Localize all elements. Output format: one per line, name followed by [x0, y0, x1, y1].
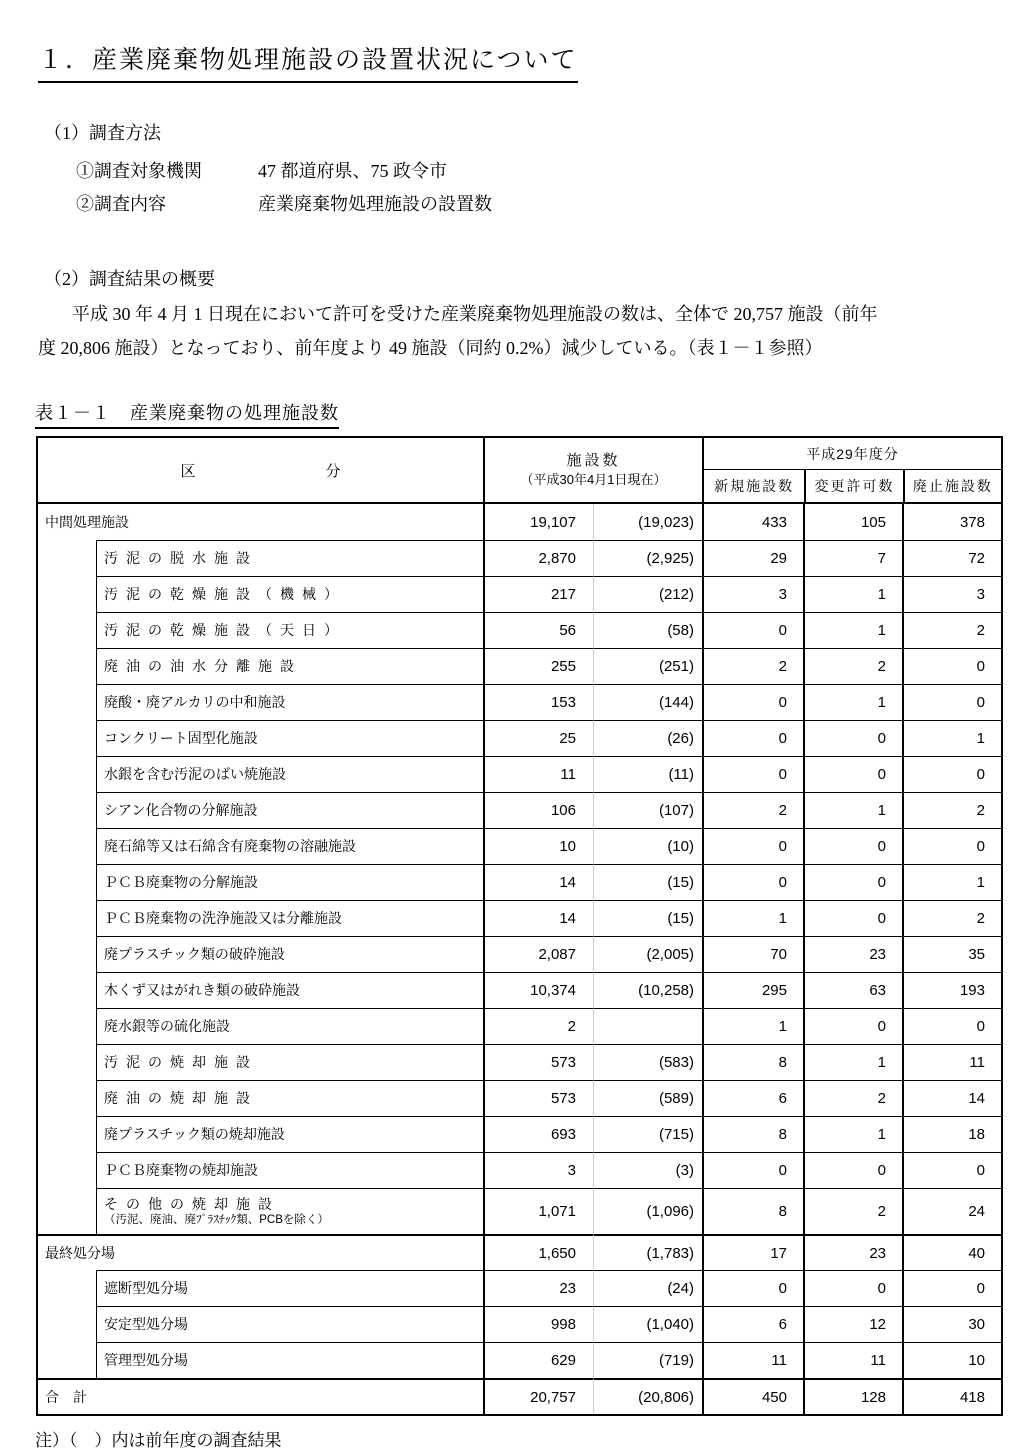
cell-prev-count: (58) — [593, 612, 702, 648]
row-indent-gutter — [38, 900, 97, 936]
table-row — [38, 1008, 1001, 1044]
section1-heading: （1）調査方法 — [44, 123, 161, 143]
cell-prev-count: (20,806) — [593, 1378, 702, 1414]
survey-target-value: 47 都道府県、75 政令市 — [258, 161, 447, 181]
cell-new: 6 — [702, 1306, 803, 1342]
cell-count: 573 — [483, 1044, 593, 1080]
row-indent-gutter — [38, 1080, 97, 1116]
table-row — [38, 864, 1001, 900]
cell-prev-count: (107) — [593, 792, 702, 828]
cell-abolished: 0 — [902, 1152, 1001, 1188]
cell-count: 1,071 — [483, 1188, 593, 1234]
cell-abolished: 14 — [902, 1080, 1001, 1116]
row-indent-gutter — [38, 540, 97, 576]
cell-abolished: 0 — [902, 684, 1001, 720]
cell-modified: 0 — [803, 720, 902, 756]
cell-prev-count: (1,783) — [593, 1234, 702, 1270]
row-indent-gutter — [38, 720, 97, 756]
row-indent-gutter — [38, 972, 97, 1008]
cell-prev-count: (251) — [593, 648, 702, 684]
cell-modified: 1 — [803, 684, 902, 720]
cell-abolished: 418 — [902, 1378, 1001, 1414]
col-header-facility-count — [483, 438, 702, 502]
cell-new: 3 — [702, 576, 803, 612]
cell-prev-count: (719) — [593, 1342, 702, 1378]
cell-count: 25 — [483, 720, 593, 756]
table-row — [38, 1234, 1001, 1270]
row-indent-gutter — [38, 1008, 97, 1044]
cell-prev-count: (26) — [593, 720, 702, 756]
cell-prev-count: (144) — [593, 684, 702, 720]
cell-modified: 1 — [803, 792, 902, 828]
cell-prev-count: (24) — [593, 1270, 702, 1306]
summary-paragraph — [38, 297, 996, 365]
row-indent-gutter — [38, 612, 97, 648]
cell-category: 廃プラスチック類の焼却施設 — [97, 1116, 483, 1152]
survey-content-value: 産業廃棄物処理施設の設置数 — [258, 194, 492, 214]
cell-new: 0 — [702, 612, 803, 648]
cell-modified: 0 — [803, 864, 902, 900]
cell-category: 木くず又はがれき類の破砕施設 — [97, 972, 483, 1008]
cell-new: 2 — [702, 648, 803, 684]
cell-count: 2,087 — [483, 936, 593, 972]
cell-new: 0 — [702, 1270, 803, 1306]
cell-abolished: 0 — [902, 1008, 1001, 1044]
cell-modified: 0 — [803, 756, 902, 792]
cell-modified: 11 — [803, 1342, 902, 1378]
cell-count: 255 — [483, 648, 593, 684]
row-indent-gutter — [38, 1116, 97, 1152]
cell-new: 0 — [702, 1152, 803, 1188]
cell-abolished: 1 — [902, 864, 1001, 900]
cell-new: 433 — [702, 504, 803, 540]
cell-modified: 23 — [803, 936, 902, 972]
cell-abolished: 0 — [902, 756, 1001, 792]
cell-count: 1,650 — [483, 1234, 593, 1270]
table-row — [38, 504, 1001, 540]
cell-new: 6 — [702, 1080, 803, 1116]
cell-abolished: 24 — [902, 1188, 1001, 1234]
table-row — [38, 756, 1001, 792]
table-row — [38, 1270, 1001, 1306]
cell-abolished: 10 — [902, 1342, 1001, 1378]
cell-prev-count: (589) — [593, 1080, 702, 1116]
cell-count: 3 — [483, 1152, 593, 1188]
cell-modified: 1 — [803, 576, 902, 612]
cell-abolished: 1 — [902, 720, 1001, 756]
cell-prev-count: (15) — [593, 900, 702, 936]
cell-new: 295 — [702, 972, 803, 1008]
col-header-modified: 変更許可数 — [804, 470, 902, 502]
table-row — [38, 540, 1001, 576]
cell-new: 70 — [702, 936, 803, 972]
cell-new: 0 — [702, 828, 803, 864]
cell-new: 8 — [702, 1188, 803, 1234]
table-row — [38, 1152, 1001, 1188]
cell-category: 廃プラスチック類の破砕施設 — [97, 936, 483, 972]
cell-new: 450 — [702, 1378, 803, 1414]
row-indent-gutter — [38, 1188, 97, 1234]
cell-prev-count: (2,005) — [593, 936, 702, 972]
survey-target-label: ①調査対象機関 — [76, 161, 202, 181]
table-row — [38, 828, 1001, 864]
cell-abolished: 72 — [902, 540, 1001, 576]
cell-modified: 2 — [803, 1080, 902, 1116]
table-row — [38, 720, 1001, 756]
section2-heading: （2）調査結果の概要 — [44, 269, 215, 289]
cell-prev-count: (1,096) — [593, 1188, 702, 1234]
cell-modified: 12 — [803, 1306, 902, 1342]
cell-prev-count: (583) — [593, 1044, 702, 1080]
cell-category: 水銀を含む汚泥のばい焼施設 — [97, 756, 483, 792]
summary-line2: 度 20,806 施設）となっており、前年度より 49 施設（同約 0.2%）減少している。（表１－１参照） — [38, 338, 823, 358]
table-body — [38, 504, 1001, 1414]
row-indent-gutter — [38, 756, 97, 792]
row-indent-gutter — [38, 1044, 97, 1080]
table-row — [38, 792, 1001, 828]
cell-count: 19,107 — [483, 504, 593, 540]
cell-category: コンクリート固型化施設 — [97, 720, 483, 756]
cell-count: 20,757 — [483, 1378, 593, 1414]
cell-modified: 2 — [803, 1188, 902, 1234]
row-indent-gutter — [38, 576, 97, 612]
cell-count: 10 — [483, 828, 593, 864]
page-title: １．産業廃棄物処理施設の設置状況について — [38, 40, 578, 83]
cell-modified: 0 — [803, 900, 902, 936]
cell-category: シアン化合物の分解施設 — [97, 792, 483, 828]
cell-new: 29 — [702, 540, 803, 576]
cell-new: 17 — [702, 1234, 803, 1270]
survey-target-row — [76, 155, 1036, 188]
cell-category: 管理型処分場 — [97, 1342, 483, 1378]
cell-category: ＰＣＢ廃棄物の分解施設 — [97, 864, 483, 900]
cell-prev-count: (3) — [593, 1152, 702, 1188]
cell-count: 2,870 — [483, 540, 593, 576]
row-indent-gutter — [38, 864, 97, 900]
cell-prev-count: (19,023) — [593, 504, 702, 540]
cell-count: 573 — [483, 1080, 593, 1116]
cell-abolished: 193 — [902, 972, 1001, 1008]
facility-table — [36, 436, 1003, 1416]
cell-new: 0 — [702, 684, 803, 720]
cell-new: 8 — [702, 1044, 803, 1080]
cell-count: 153 — [483, 684, 593, 720]
table-caption: 表１－１ 産業廃棄物の処理施設数 — [35, 399, 339, 429]
cell-prev-count: (715) — [593, 1116, 702, 1152]
cell-count: 56 — [483, 612, 593, 648]
cell-abolished: 2 — [902, 612, 1001, 648]
cell-category: 廃油の焼却施設 — [97, 1080, 483, 1116]
cell-modified: 63 — [803, 972, 902, 1008]
cell-modified: 128 — [803, 1378, 902, 1414]
cell-count: 14 — [483, 900, 593, 936]
cell-modified: 1 — [803, 1044, 902, 1080]
cell-abolished: 30 — [902, 1306, 1001, 1342]
cell-modified: 0 — [803, 1152, 902, 1188]
cell-new: 0 — [702, 720, 803, 756]
survey-method-list — [76, 155, 1036, 221]
table-row — [38, 1116, 1001, 1152]
cell-prev-count: (15) — [593, 864, 702, 900]
cell-prev-count: (11) — [593, 756, 702, 792]
col-header-new: 新規施設数 — [714, 478, 795, 494]
table-row — [38, 972, 1001, 1008]
cell-new: 0 — [702, 756, 803, 792]
table-row — [38, 648, 1001, 684]
cell-prev-count: (10) — [593, 828, 702, 864]
cell-abolished: 2 — [902, 792, 1001, 828]
row-indent-gutter — [38, 828, 97, 864]
cell-new: 2 — [702, 792, 803, 828]
table-row — [38, 612, 1001, 648]
cell-category: 廃酸・廃アルカリの中和施設 — [97, 684, 483, 720]
cell-new: 1 — [702, 1008, 803, 1044]
table-header — [38, 438, 1001, 504]
col-header-abolished: 廃止施設数 — [903, 470, 1001, 502]
row-indent-gutter — [38, 1270, 97, 1306]
cell-count: 998 — [483, 1306, 593, 1342]
cell-category: ＰＣＢ廃棄物の焼却施設 — [97, 1152, 483, 1188]
cell-count: 23 — [483, 1270, 593, 1306]
cell-prev-count: (10,258) — [593, 972, 702, 1008]
cell-count: 629 — [483, 1342, 593, 1378]
kubun-left: 区 — [180, 462, 196, 480]
row-indent-gutter — [38, 936, 97, 972]
cell-category: 廃油の油水分離施設 — [97, 648, 483, 684]
survey-content-label: ②調査内容 — [76, 194, 166, 214]
cell-abolished: 0 — [902, 648, 1001, 684]
cell-new: 1 — [702, 900, 803, 936]
cell-count: 693 — [483, 1116, 593, 1152]
fy-subcolumns — [704, 470, 1001, 502]
cell-abolished: 35 — [902, 936, 1001, 972]
col-header-fy-group — [702, 438, 1001, 502]
table-row — [38, 900, 1001, 936]
table-row — [38, 1306, 1001, 1342]
cell-category: 廃石綿等又は石綿含有廃棄物の溶融施設 — [97, 828, 483, 864]
facility-count-title: 施設数 — [566, 452, 621, 470]
summary-line1: 平成 30 年 4 月 1 日現在において許可を受けた産業廃棄物処理施設の数は、全体で 20,757 施設（前年 — [72, 304, 878, 324]
cell-modified: 0 — [803, 1008, 902, 1044]
cell-prev-count: (2,925) — [593, 540, 702, 576]
row-indent-gutter — [38, 792, 97, 828]
cell-count: 2 — [483, 1008, 593, 1044]
table-row — [38, 1080, 1001, 1116]
cell-category: 遮断型処分場 — [97, 1270, 483, 1306]
cell-abolished: 0 — [902, 828, 1001, 864]
cell-category: 汚泥の脱水施設 — [97, 540, 483, 576]
survey-content-row — [76, 188, 1036, 221]
cell-new: 11 — [702, 1342, 803, 1378]
table-row — [38, 684, 1001, 720]
cell-abolished: 3 — [902, 576, 1001, 612]
col-header-kubun — [38, 438, 483, 502]
cell-category: 汚泥の乾燥施設（機械） — [97, 576, 483, 612]
cell-category: 廃水銀等の硫化施設 — [97, 1008, 483, 1044]
cell-category: 汚泥の焼却施設 — [97, 1044, 483, 1080]
cell-abolished: 2 — [902, 900, 1001, 936]
cell-modified: 105 — [803, 504, 902, 540]
cell-modified: 23 — [803, 1234, 902, 1270]
cell-count: 10,374 — [483, 972, 593, 1008]
row-indent-gutter — [38, 648, 97, 684]
cell-count: 106 — [483, 792, 593, 828]
facility-count-date: （平成30年4月1日現在） — [520, 472, 667, 488]
row-indent-gutter — [38, 1306, 97, 1342]
cell-abolished: 11 — [902, 1044, 1001, 1080]
cell-modified: 0 — [803, 828, 902, 864]
footnote: 注）（ ）内は前年度の調査結果 — [35, 1431, 282, 1448]
cell-abolished: 40 — [902, 1234, 1001, 1270]
table-row — [38, 936, 1001, 972]
cell-prev-count — [593, 1008, 702, 1044]
cell-abolished: 378 — [902, 504, 1001, 540]
cell-category: 安定型処分場 — [97, 1306, 483, 1342]
row-indent-gutter — [38, 1152, 97, 1188]
cell-prev-count: (212) — [593, 576, 702, 612]
cell-new: 0 — [702, 864, 803, 900]
cell-abolished: 0 — [902, 1270, 1001, 1306]
cell-category: ＰＣＢ廃棄物の洗浄施設又は分離施設 — [97, 900, 483, 936]
table-row — [38, 1188, 1001, 1234]
cell-category: 中間処理施設 — [45, 513, 129, 530]
cell-abolished: 18 — [902, 1116, 1001, 1152]
table-row — [38, 1378, 1001, 1414]
cell-category: 最終処分場 — [38, 1234, 483, 1270]
cell-prev-count: (1,040) — [593, 1306, 702, 1342]
fy-group-title: 平成29年度分 — [704, 438, 1001, 470]
cell-count: 14 — [483, 864, 593, 900]
cell-category: 汚泥の乾燥施設（天日） — [97, 612, 483, 648]
kubun-right: 分 — [325, 462, 341, 480]
cell-modified: 0 — [803, 1270, 902, 1306]
cell-category: その他の焼却施設 （汚泥、廃油、廃ﾌﾟﾗｽﾁｯｸ類、PCBを除く） — [97, 1188, 483, 1234]
cell-count: 11 — [483, 756, 593, 792]
row-indent-gutter — [38, 684, 97, 720]
cell-new: 8 — [702, 1116, 803, 1152]
row-indent-gutter — [38, 1342, 97, 1378]
cell-category: 合 計 — [38, 1378, 483, 1414]
cell-modified: 7 — [803, 540, 902, 576]
table-row — [38, 1044, 1001, 1080]
table-row — [38, 576, 1001, 612]
cell-count: 217 — [483, 576, 593, 612]
cell-modified: 1 — [803, 1116, 902, 1152]
cell-modified: 1 — [803, 612, 902, 648]
table-row — [38, 1342, 1001, 1378]
cell-modified: 2 — [803, 648, 902, 684]
